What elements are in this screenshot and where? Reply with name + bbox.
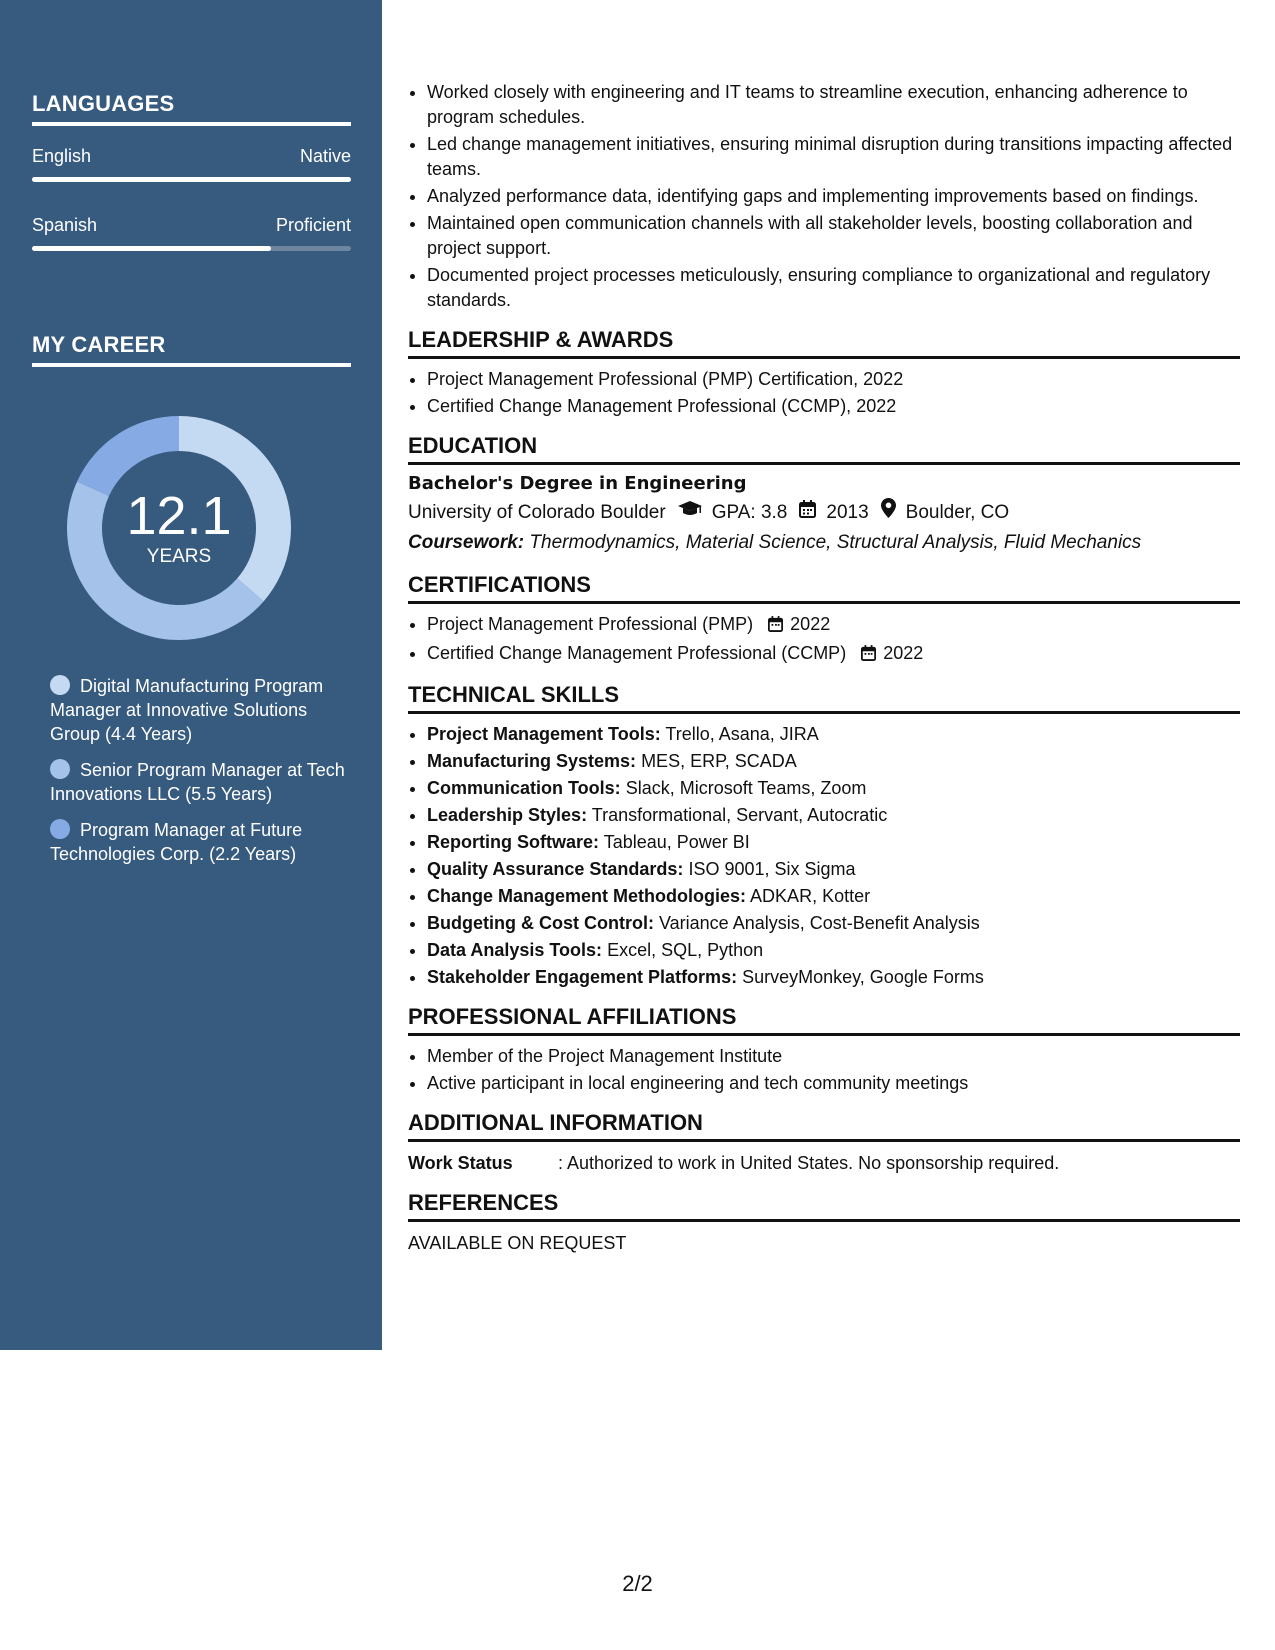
graduation-cap-icon	[678, 498, 702, 528]
list-item	[427, 830, 1240, 855]
skill-label: Budgeting & Cost Control:	[427, 913, 654, 933]
coursework-label: Coursework:	[408, 532, 525, 553]
affiliations-heading: PROFESSIONAL AFFILIATIONS	[408, 1004, 1240, 1036]
list-item	[427, 857, 1240, 882]
language-bar-fill	[32, 177, 351, 182]
skill-value: Slack, Microsoft Teams, Zoom	[625, 778, 867, 798]
career-item-text: Program Manager at Future Technologies Corp. (2.2 Years)	[50, 820, 303, 864]
list-item: • Worked closely with engineering and IT teams to streamline execution, enhancing adherence to program schedules.	[427, 80, 1240, 130]
language-name: Spanish	[32, 215, 98, 235]
work-status-value: : Authorized to work in United States. No sponsorship required.	[558, 1153, 1060, 1173]
language-name: English	[32, 146, 92, 166]
certification-name: Certified Change Management Professional (CCMP)	[427, 643, 847, 663]
certifications-heading: CERTIFICATIONS	[408, 572, 1240, 604]
leadership-heading: LEADERSHIP & AWARDS	[408, 327, 1240, 359]
skill-value: Tableau, Power BI	[603, 832, 750, 852]
coursework-text: Thermodynamics, Material Science, Structural Analysis, Fluid Mechanics	[529, 532, 1142, 553]
career-heading: MY CAREER	[32, 332, 351, 367]
education-year: 2013	[826, 502, 869, 523]
skill-value: ADKAR, Kotter	[750, 886, 871, 906]
skill-label: Manufacturing Systems:	[427, 751, 637, 771]
list-item: • Project Management Professional (PMP) Certification, 2022	[427, 367, 1240, 392]
career-item	[50, 674, 350, 746]
skill-value: Trello, Asana, JIRA	[665, 724, 819, 744]
work-status-row	[408, 1150, 1240, 1176]
certifications-list	[408, 612, 1240, 668]
additional-info-heading: ADDITIONAL INFORMATION	[408, 1110, 1240, 1142]
leadership-list	[408, 367, 1240, 419]
list-item	[427, 884, 1240, 909]
skill-value: Variance Analysis, Cost-Benefit Analysis	[658, 913, 980, 933]
career-donut-center	[66, 415, 292, 641]
references-text: AVAILABLE ON REQUEST	[408, 1233, 627, 1253]
technical-skills-heading: TECHNICAL SKILLS	[408, 682, 1240, 714]
language-bar-fill	[32, 246, 271, 251]
career-item-text: Digital Manufacturing Program Manager at Innovative Solutions Group (4.4 Years)	[50, 676, 324, 744]
career-item-text: Senior Program Manager at Tech Innovations LLC (5.5 Years)	[50, 760, 345, 804]
calendar-icon	[768, 614, 783, 639]
career-dot-icon	[50, 759, 70, 779]
skill-value: SurveyMonkey, Google Forms	[742, 967, 984, 987]
education-coursework	[408, 528, 1240, 558]
references-heading: REFERENCES	[408, 1190, 1240, 1222]
list-item	[427, 749, 1240, 774]
page-number: 2/2	[622, 1571, 653, 1596]
language-bar	[32, 246, 351, 251]
education-heading: EDUCATION	[408, 433, 1240, 465]
language-level: Native	[299, 146, 351, 166]
calendar-icon	[861, 643, 876, 668]
sidebar	[0, 0, 382, 1350]
skill-value: Excel, SQL, Python	[607, 940, 764, 960]
language-spanish	[32, 215, 351, 251]
work-status-label: Work Status	[408, 1153, 513, 1173]
skill-label: Change Management Methodologies:	[427, 886, 747, 906]
list-item: • Analyzed performance data, identifying gaps and implementing improvements based on findings.	[427, 184, 1240, 209]
language-level: Proficient	[275, 215, 351, 235]
skill-label: Leadership Styles:	[427, 805, 588, 825]
list-item	[427, 612, 1240, 639]
education-degree: Bachelor's Degree in Engineering	[408, 473, 747, 494]
list-item	[427, 911, 1240, 936]
skill-label: Data Analysis Tools:	[427, 940, 603, 960]
career-donut-chart	[66, 415, 292, 641]
list-item	[427, 965, 1240, 990]
map-pin-icon	[881, 498, 896, 528]
list-item: • Maintained open communication channels with all stakeholder levels, boosting collaboration and project support.	[427, 211, 1240, 261]
skill-label: Quality Assurance Standards:	[427, 859, 684, 879]
certification-year: 2022	[790, 614, 831, 634]
career-total-unit: YEARS	[146, 546, 212, 567]
education-gpa: GPA: 3.8	[711, 502, 788, 523]
languages-heading: LANGUAGES	[32, 91, 351, 126]
career-dot-icon	[50, 675, 70, 695]
language-bar	[32, 177, 351, 182]
calendar-icon	[799, 498, 816, 528]
career-item	[50, 818, 350, 866]
experience-bullets	[408, 80, 1240, 313]
main-content	[408, 80, 1240, 1256]
list-item	[427, 641, 1240, 668]
languages-section	[32, 91, 351, 251]
skill-value: MES, ERP, SCADA	[641, 751, 797, 771]
education-location: Boulder, CO	[905, 502, 1010, 523]
list-item	[427, 776, 1240, 801]
list-item	[427, 722, 1240, 747]
skill-label: Communication Tools:	[427, 778, 621, 798]
affiliations-list	[408, 1044, 1240, 1096]
career-total-value: 12.1	[126, 486, 232, 546]
career-list	[50, 674, 350, 878]
skill-value: ISO 9001, Six Sigma	[688, 859, 856, 879]
career-dot-icon	[50, 819, 70, 839]
list-item	[427, 803, 1240, 828]
technical-skills-list	[408, 722, 1240, 990]
skill-label: Reporting Software:	[427, 832, 600, 852]
skill-label: Project Management Tools:	[427, 724, 661, 744]
list-item: • Documented project processes meticulously, ensuring compliance to organizational and regulatory standards.	[427, 263, 1240, 313]
certification-name: Project Management Professional (PMP)	[427, 614, 754, 634]
list-item: • Active participant in local engineering and tech community meetings	[427, 1071, 1240, 1096]
career-item	[50, 758, 350, 806]
education-school: University of Colorado Boulder	[408, 502, 666, 523]
list-item	[427, 938, 1240, 963]
education-details	[408, 498, 1240, 528]
list-item: • Certified Change Management Professional (CCMP), 2022	[427, 394, 1240, 419]
list-item: • Led change management initiatives, ensuring minimal disruption during transitions impacting affected teams.	[427, 132, 1240, 182]
language-english	[32, 146, 351, 182]
skill-value: Transformational, Servant, Autocratic	[591, 805, 888, 825]
career-section	[32, 332, 351, 367]
list-item: • Member of the Project Management Institute	[427, 1044, 1240, 1069]
certification-year: 2022	[883, 643, 924, 663]
skill-label: Stakeholder Engagement Platforms:	[427, 967, 738, 987]
